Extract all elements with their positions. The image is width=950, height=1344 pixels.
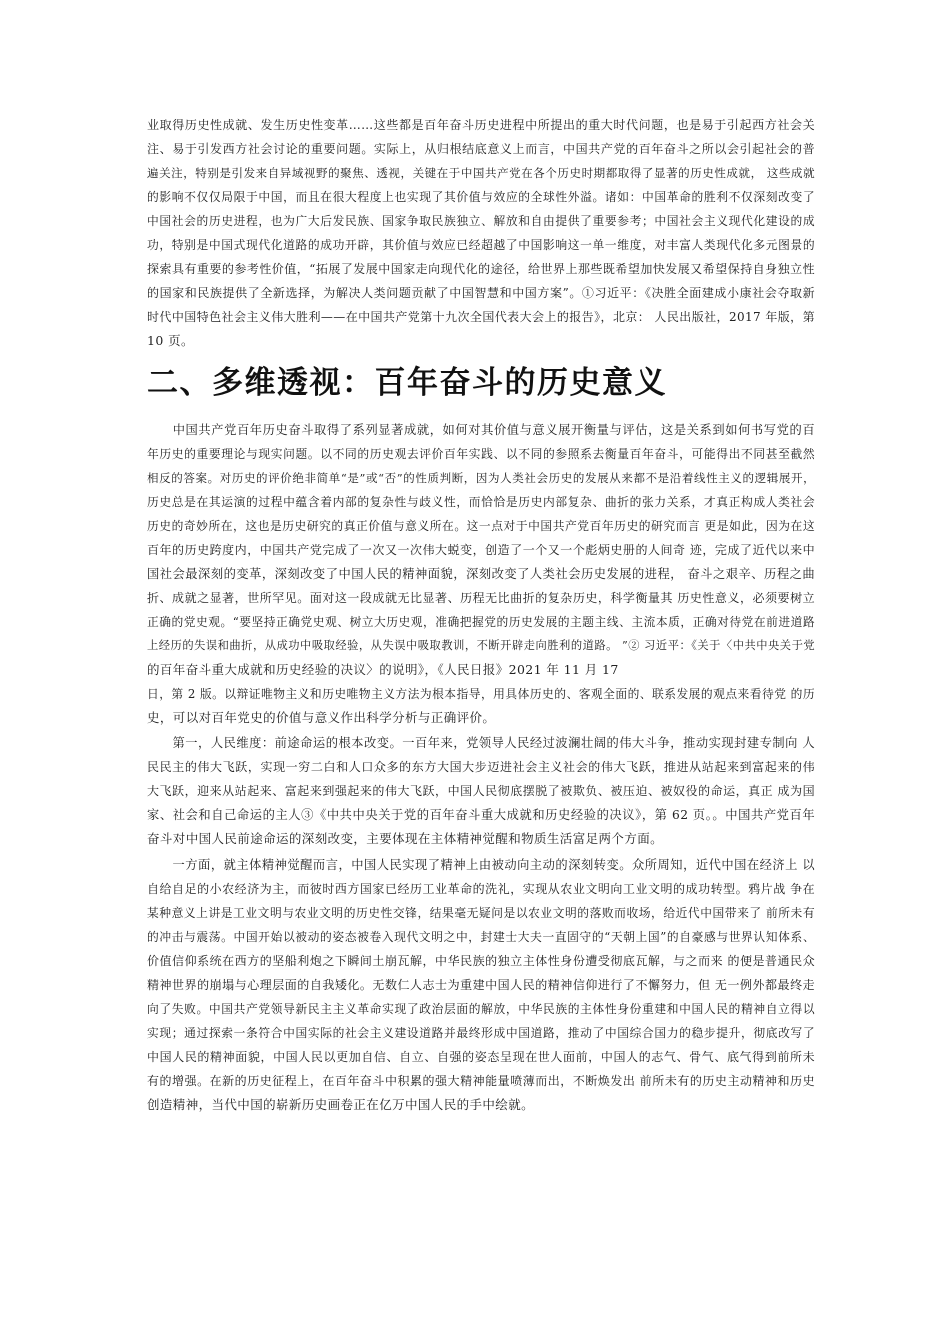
paragraph-line: 折、成就之显著，世所罕见。面对这一段成就无比显著、历程无比曲折的复杂历史，科学衡量其 历史性意义，必须要树立 [147, 591, 815, 605]
paragraph-line: 某种意义上讲是工业文明与农业文明的历史性交锋，结果毫无疑问是以农业文明的落败而收场，给近代中国带来了 前所未有 [147, 906, 815, 920]
paragraph-line: 向了失败。中国共产党领导新民主主义革命实现了政治层面的解放，中华民族的主体性身份重建和中国人民的精神自立得以 [147, 1002, 815, 1016]
paragraph-line: 价值信仰系统在西方的坚船利炮之下瞬间土崩瓦解，中华民族的独立主体性身份遭受彻底瓦解，与之而来 的便是普通民众 [147, 954, 815, 968]
section-paragraph-1 [147, 418, 815, 730]
paragraph-line: 中国共产党百年历史奋斗取得了系列显著成就，如何对其价值与意义展开衡量与评估，这是关系到如何书写党的百 [147, 423, 815, 437]
paragraph-line: 时代中国特色社会主义伟大胜利——在中国共产党第十九次全国代表大会上的报告》，北京： 人民出版社，2017 年版，第 [147, 310, 815, 324]
paragraph-line: 功，特别是中国式现代化道路的成功开辟，其价值与效应已经超越了中国影响这一单一维度，对丰富人类现代化多元图景的 [147, 238, 815, 252]
paragraph-line: 有的增强。在新的历史征程上，在百年奋斗中积累的强大精神能量喷薄而出，不断焕发出 前所未有的历史主动精神和历史 [147, 1074, 815, 1088]
paragraph-line: 的冲击与震荡。中国开始以被动的姿态被卷入现代文明之中，封建士大夫一直固守的“天朝上国”的自豪感与世界认知体系、 [147, 930, 815, 944]
paragraph-line: 实现；通过探索一条符合中国实际的社会主义建设道路并最终形成中国道路，推动了中国综合国力的稳步提升，彻底改写了 [147, 1026, 815, 1040]
paragraph-line: 探索具有重要的参考性价值，“拓展了发展中国家走向现代化的途径，给世界上那些既希望加快发展又希望保持自身独立性 [147, 262, 815, 276]
paragraph-line: 奋斗对中国人民前途命运的深刻改变，主要体现在主体精神觉醒和物质生活富足两个方面。 [147, 831, 664, 846]
section-paragraph-3 [147, 853, 815, 1117]
paragraph-line: 精神世界的崩塌与心理层面的自我矮化。无数仁人志士为重建中国人民的精神信仰进行了不懈努力，但 无一例外都最终走 [147, 978, 815, 992]
paragraph-line: 的国家和民族提供了全新选择，为解决人类问题贡献了中国智慧和中国方案”。①习近平：《决胜全面建成小康社会夺取新 [147, 286, 815, 300]
paragraph-line: 史，可以对百年党史的价值与意义作出科学分析与正确评价。 [147, 710, 496, 725]
paragraph-line: 大飞跃，迎来从站起来、富起来到强起来的伟大飞跃，中国人民彻底摆脱了被欺负、被压迫、被奴役的命运，真正 成为国 [147, 784, 815, 798]
paragraph-line: 自给自足的小农经济为主，而彼时西方国家已经历工业革命的洗礼，实现从农业文明向工业文明的成功转型。鸦片战 争在 [147, 882, 815, 896]
paragraph-line: 日，第 2 版。以辩证唯物主义和历史唯物主义方法为根本指导，用具体历史的、客观全面的、联系发展的观点来看待党 的历 [147, 687, 815, 701]
paragraph-line: 中国社会的历史进程，也为广大后发民族、国家争取民族独立、解放和自由提供了重要参考；中国社会主义现代化建设的成 [147, 214, 815, 228]
paragraph-line: 上经历的失误和曲折，从成功中吸取经验，从失误中吸取教训，不断开辟走向胜利的道路。 ”② 习近平：《关于〈中共中央关于党 [147, 639, 815, 652]
paragraph-line: 注、易于引发西方社会讨论的重要问题。实际上，从归根结底意义上而言，中国共产党的百年奋斗之所以会引起社会的普 [147, 142, 815, 156]
paragraph-line: 10 页。 [147, 333, 194, 348]
paragraph-line: 的百年奋斗重大成就和历史经验的决议〉的说明》，《人民日报》2021 年 11 月 17 [147, 662, 619, 677]
paragraph-line: 民民主的伟大飞跃，实现一穷二白和人口众多的东方大国大步迈进社会主义社会的伟大飞跃，推进从站起来到富起来的伟 [147, 760, 815, 774]
paragraph-line: 中国人民的精神面貌，中国人民以更加自信、自立、自强的姿态呈现在世人面前，中国人的志气、骨气、底气得到前所未 [147, 1050, 815, 1064]
paragraph-line: 家、社会和自己命运的主人③《中共中央关于党的百年奋斗重大成就和历史经验的决议》，第 62 页。。中国共产党百年 [147, 808, 815, 822]
section-paragraph-2 [147, 731, 815, 851]
intro-paragraph [147, 113, 815, 353]
paragraph-line: 一方面，就主体精神觉醒而言，中国人民实现了精神上由被动向主动的深刻转变。众所周知，近代中国在经济上 以 [147, 858, 815, 872]
section-heading: 二、多维透视：百年奋斗的历史意义 [147, 365, 667, 401]
paragraph-line: 历史总是在其运演的过程中蕴含着内部的复杂性与歧义性，而恰恰是历史内部复杂、曲折的张力关系，才真正构成人类社会 [147, 495, 815, 509]
paragraph-line: 创造精神，当代中国的崭新历史画卷正在亿万中国人民的手中绘就。 [147, 1097, 535, 1112]
paragraph-line: 国社会最深刻的变革，深刻改变了中国人民的精神面貌，深刻改变了人类社会历史发展的进程， 奋斗之艰辛、历程之曲 [147, 567, 815, 581]
paragraph-line: 遍关注，特别是引发来自异域视野的聚焦、透视，关键在于中国共产党在各个历史时期都取得了显著的历史性成就， 这些成就 [147, 166, 815, 180]
paragraph-line: 历史的奇妙所在，这也是历史研究的真正价值与意义所在。这一点对于中国共产党百年历史的研究而言 更是如此，因为在这 [147, 519, 815, 533]
paragraph-line: 年历史的重要理论与现实问题。以不同的历史观去评价百年实践、以不同的参照系去衡量百年奋斗，可能得出不同甚至截然 [147, 447, 815, 461]
paragraph-line: 的影响不仅仅局限于中国，而且在很大程度上也实现了其价值与效应的全球性外溢。诸如：中国革命的胜利不仅深刻改变了 [147, 190, 815, 204]
paragraph-line: 第一，人民维度：前途命运的根本改变。一百年来，党领导人民经过波澜壮阔的伟大斗争，推动实现封建专制向 人 [147, 736, 815, 750]
paragraph-line: 百年的历史跨度内，中国共产党完成了一次又一次伟大蜕变，创造了一个又一个彪炳史册的人间奇 迹，完成了近代以来中 [147, 543, 815, 557]
paragraph-line: 正确的党史观。“要坚持正确党史观、树立大历史观，准确把握党的历史发展的主题主线、主流本质，正确对待党在前进道路 [147, 615, 815, 629]
paragraph-line: 业取得历史性成就、发生历史性变革……这些都是百年奋斗历史进程中所提出的重大时代问题，也是易于引起西方社会关 [147, 118, 815, 132]
paragraph-line: 相反的答案。对历史的评价绝非简单“是”或“否”的性质判断，因为人类社会历史的发展从来都不是沿着线性主义的逻辑展开， [147, 471, 815, 485]
